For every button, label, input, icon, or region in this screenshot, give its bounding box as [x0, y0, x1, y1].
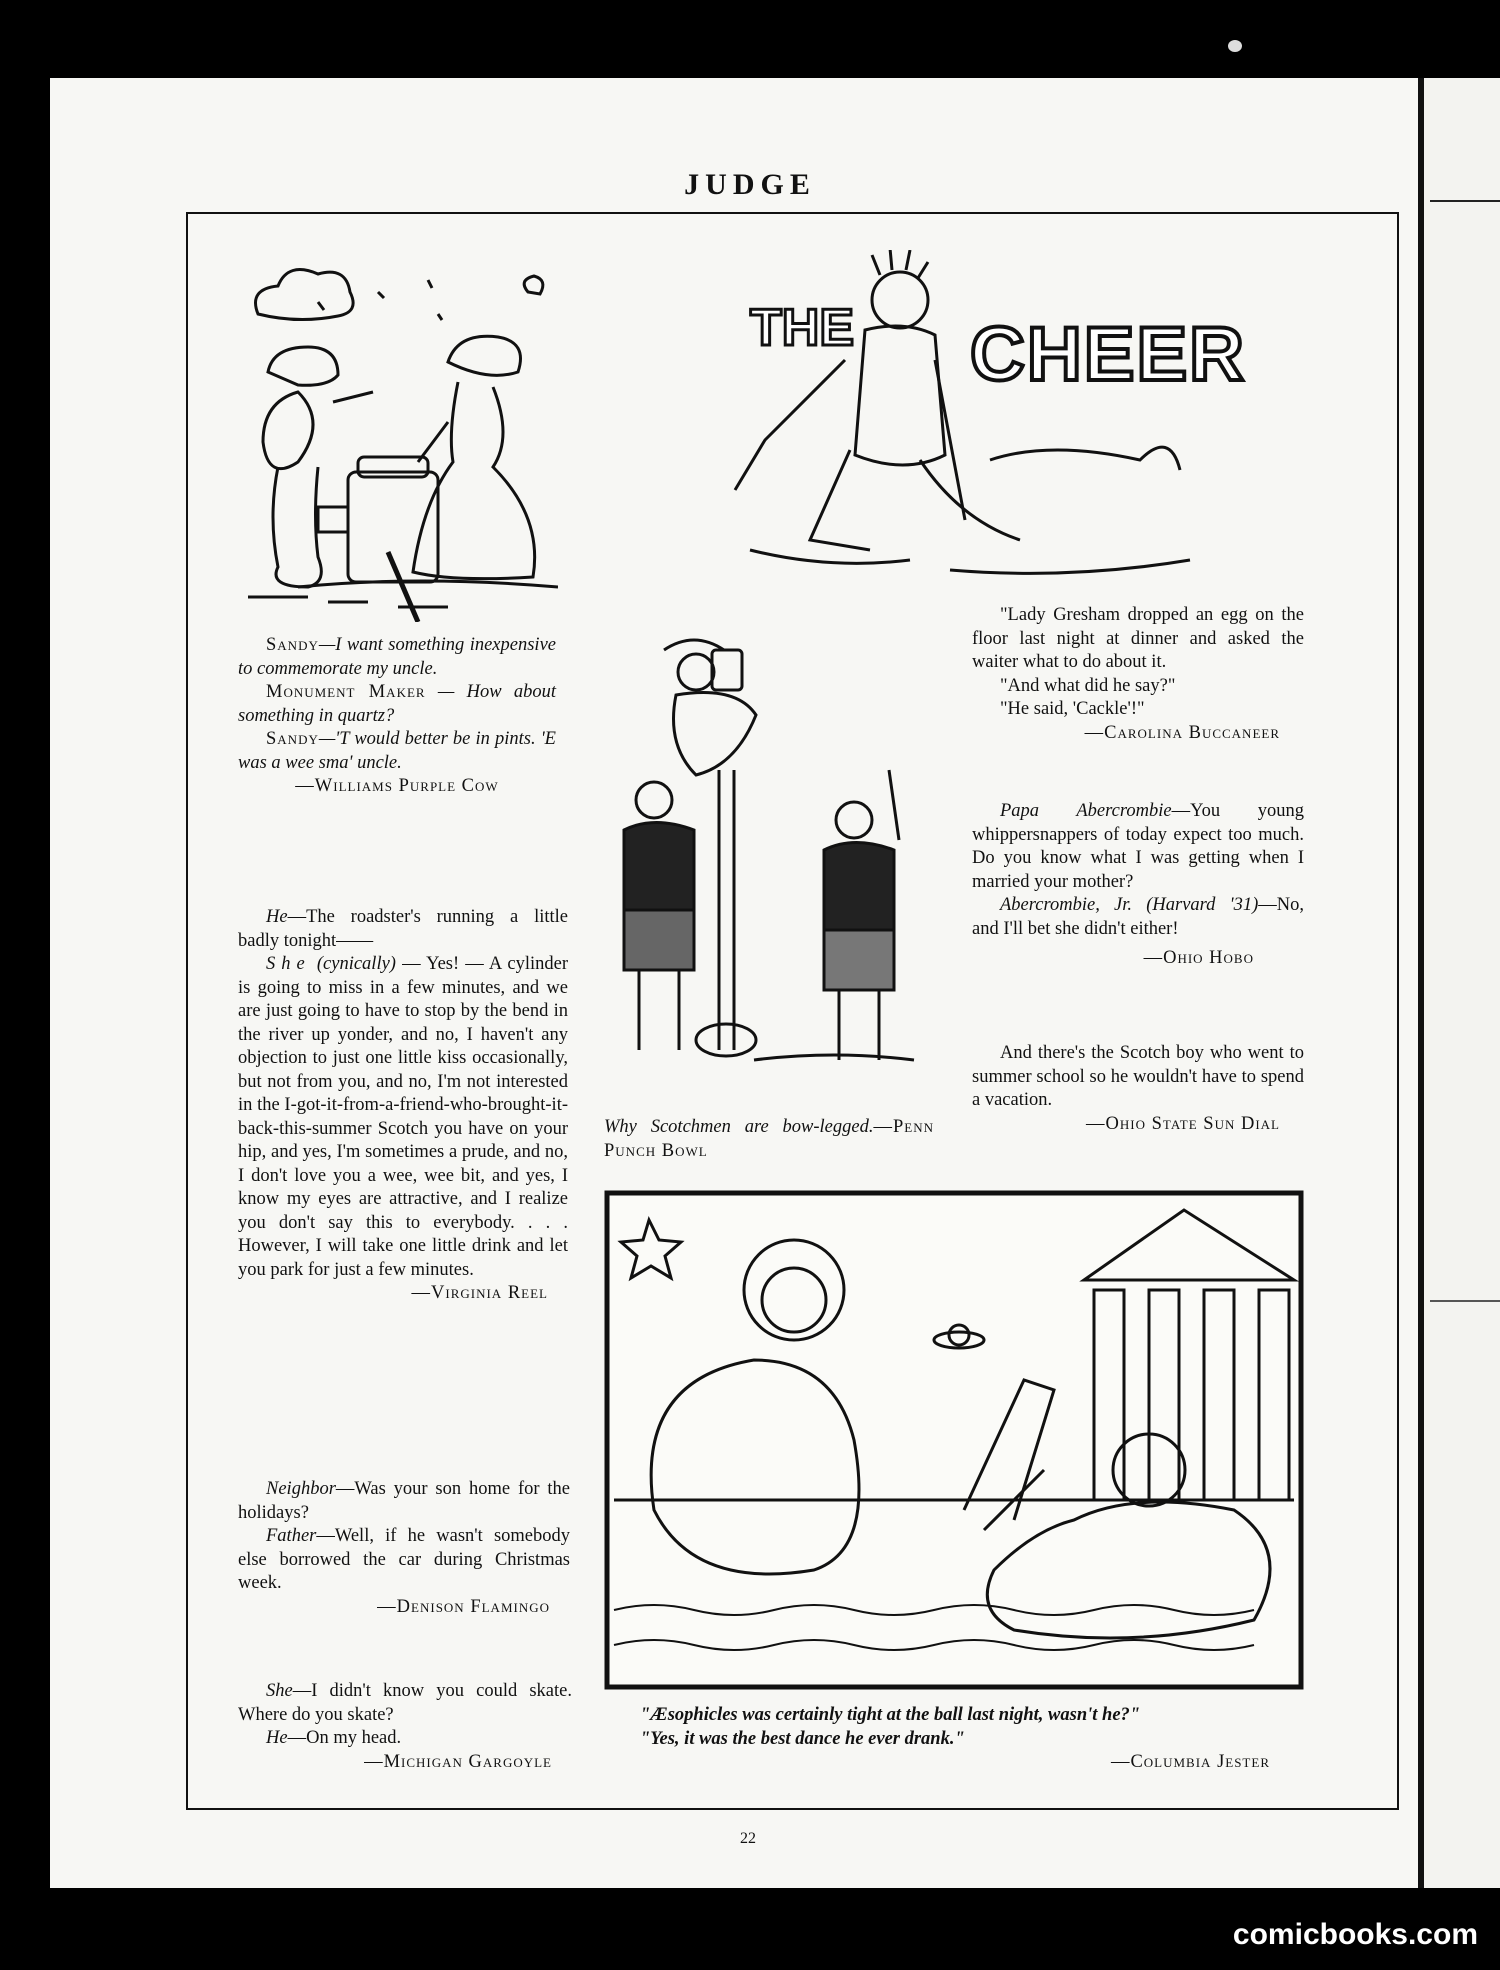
joke-line: — Yes! — A cylinder is going to miss in a few minutes, and we are just going to have to stop by the bend in the river up yonder, and no, I haven't any objection to just one little kiss occasionally, but not from you, and no, I'm not interested in the I-got-it-from-a-friend-who-brought-it-back-this-summer Scotch you have on your hip, and yes, I'm sometimes a prude, and no, I don't love you a wee, wee bit, and yes, I know my eyes are attractive, and I realize you don't say this to everybody. . . . However, I will take one little drink and let you park for just a few minutes.: [238, 954, 569, 1280]
source-credit: —Virginia Reel: [411, 1283, 548, 1303]
source-credit: —Denison Flamingo: [377, 1596, 550, 1617]
scan-mark: [1228, 40, 1242, 52]
joke-line: "Lady Gresham dropped an egg on the floor last night at dinner and asked the waiter what to do about it.: [972, 605, 1304, 672]
stage-direction: (cynically): [316, 954, 396, 974]
cheer-title-left: THE: [750, 299, 854, 357]
source-credit: —Williams Purple Cow: [295, 776, 499, 796]
page-number: 22: [740, 1830, 756, 1847]
speaker: Father: [266, 1526, 317, 1546]
scotchmen-cartoon: [604, 620, 936, 1088]
next-page-rule: [1430, 1300, 1500, 1302]
source-credit: —Michigan Gargoyle: [364, 1751, 552, 1772]
speaker: He: [266, 1728, 288, 1748]
joke-skate: [238, 1680, 572, 1774]
joke-line: —Was your son home for the holidays?: [238, 1479, 570, 1523]
joke-line: —You young whippersnappers of today expect too much. Do you know what I was getting when I married your mother?: [972, 801, 1304, 892]
speaker: She: [266, 954, 311, 974]
source-credit: —Carolina Buccaneer: [1084, 722, 1280, 743]
joke-sandy: [238, 634, 556, 799]
source-credit: —Penn Punch Bowl: [604, 1117, 934, 1161]
aesophicles-caption: [640, 1704, 1310, 1775]
site-watermark: comicbooks.com: [1232, 1918, 1478, 1951]
source-credit: —Columbia Jester: [1110, 1752, 1270, 1772]
speaker: Papa Abercrombie: [1000, 801, 1172, 821]
next-page-edge: [1418, 78, 1500, 1888]
speaker: Abercrombie, Jr. (Harvard '31): [1000, 895, 1259, 915]
caption-line: "Yes, it was the best dance he ever drank.": [640, 1728, 965, 1749]
page-title: JUDGE: [684, 168, 816, 201]
speaker: Sandy: [266, 635, 319, 655]
joke-line: —On my head.: [287, 1728, 402, 1748]
speaker: She: [266, 1681, 293, 1701]
joke-line: —I didn't know you could skate. Where do you skate?: [238, 1681, 572, 1725]
joke-papa: [972, 800, 1304, 971]
source-credit: —Ohio State Sun Dial: [1086, 1113, 1280, 1134]
joke-line: —'T would better be in pints. 'E was a wee sma' uncle.: [238, 729, 556, 773]
joke-line: And there's the Scotch boy who went to summer school so he wouldn't have to spend a vacation.: [972, 1043, 1304, 1110]
joke-gresham: [972, 604, 1304, 745]
caption-text: Why Scotchmen are bow-legged.: [604, 1117, 874, 1137]
speaker: He: [266, 907, 288, 927]
cheer-title-right: CHEER: [970, 312, 1247, 397]
joke-line: "And what did he say?": [1000, 675, 1176, 696]
cheer-cartoon: [730, 250, 1310, 580]
joke-line: —The roadster's running a little badly tonight——: [238, 907, 568, 951]
sandy-cartoon: [238, 252, 558, 622]
speaker: Sandy: [266, 729, 319, 749]
joke-scotch-boy: [972, 1042, 1304, 1136]
joke-neighbor: [238, 1478, 570, 1619]
joke-line: — How about something in quartz?: [238, 682, 556, 726]
speaker: Neighbor: [266, 1479, 336, 1499]
caption-line: "Æsophicles was certainly tight at the ball last night, wasn't he?": [640, 1705, 1141, 1725]
joke-roadster: [238, 906, 568, 1306]
joke-line: —No, and I'll bet she didn't either!: [972, 895, 1304, 939]
scotchmen-caption: [604, 1116, 934, 1163]
joke-line: —I want something inexpensive to commemorate my uncle.: [238, 635, 556, 679]
joke-line: —Well, if he wasn't somebody else borrowed the car during Christmas week.: [238, 1526, 570, 1593]
source-credit: —Ohio Hobo: [1143, 948, 1254, 968]
speaker: Monument Maker: [266, 682, 426, 702]
joke-line: "He said, 'Cackle'!": [1000, 699, 1145, 719]
aesophicles-cartoon: [604, 1190, 1304, 1690]
